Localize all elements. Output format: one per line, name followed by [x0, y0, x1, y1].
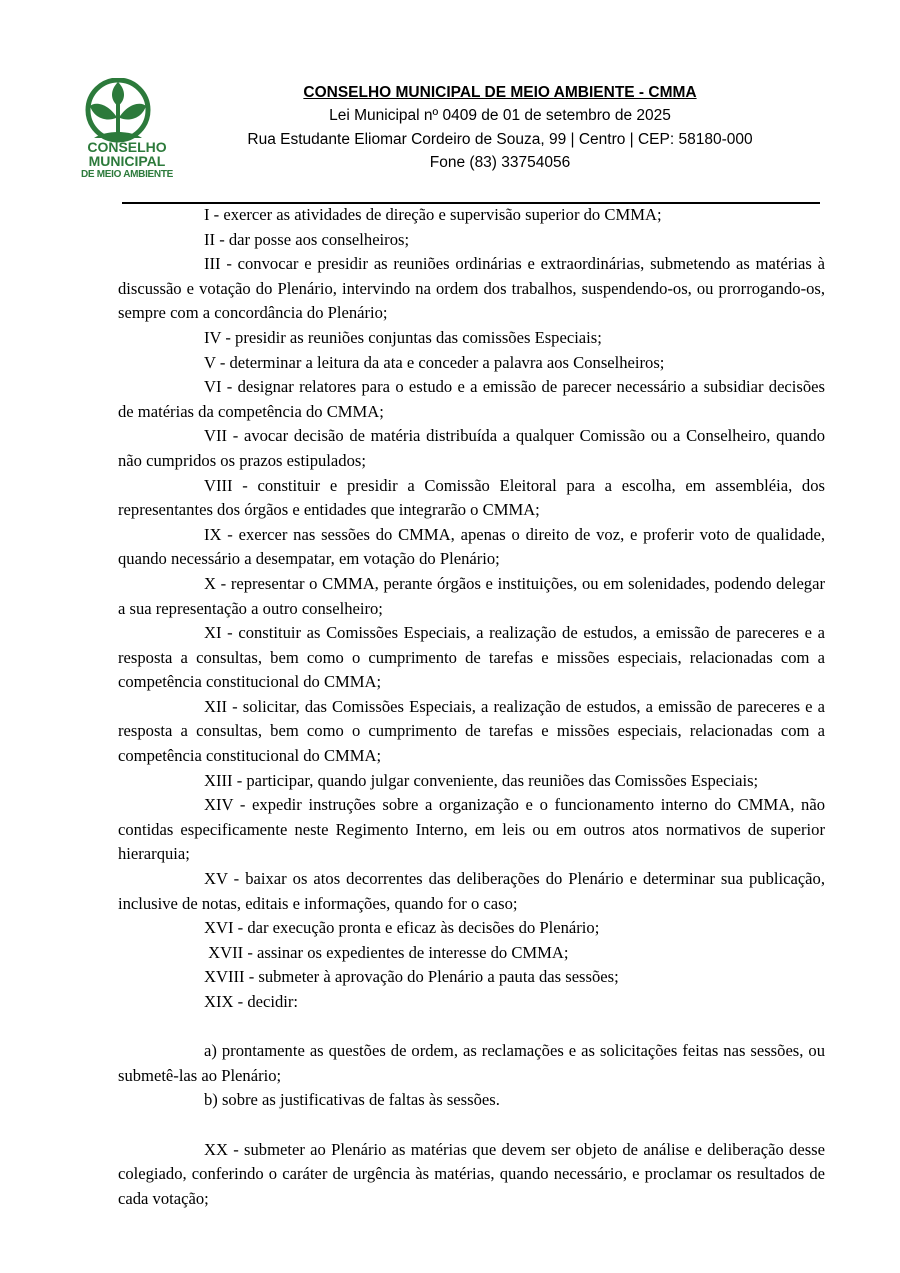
paragraph: XV - baixar os atos decorrentes das deliberações do Plenário e determinar sua publicação, inclusive de notas, editais e informações, quando for o caso;: [118, 869, 825, 913]
paragraph: V - determinar a leitura da ata e conceder a palavra aos Conselheiros;: [204, 352, 665, 372]
logo-line-1: CONSELHO: [87, 139, 167, 155]
paragraph: IX - exercer nas sessões do CMMA, apenas o direito de voz, e proferir voto de qualidade, quando necessário a desempatar, em votação do Plenário;: [118, 524, 825, 569]
paragraph: XIX - decidir:: [204, 992, 298, 1011]
paragraph: a) prontamente as questões de ordem, as reclamações e as solicitações feitas nas sessões, ou submetê-las ao Plenário;: [118, 1041, 825, 1085]
logo-line-2: MUNICIPAL: [88, 153, 166, 169]
header-phone: Fone (83) 33754056: [429, 154, 571, 171]
letterhead: [200, 82, 800, 175]
paragraph: XII - solicitar, das Comissões Especiais, a realização de estudos, a emissão de pareceres e a resposta a consultas, bem como o cumprimento de tarefas e missões especiais, relacionadas com a competência constitucional do CMMA;: [118, 696, 825, 766]
logo-line-3: DE MEIO AMBIENTE: [80, 169, 174, 180]
paragraph: b) sobre as justificativas de faltas às sessões.: [204, 1090, 500, 1110]
paragraph: XVIII - submeter à aprovação do Plenário a pauta das sessões;: [204, 967, 619, 987]
paragraph: VII - avocar decisão de matéria distribuída a qualquer Comissão ou a Conselheiro, quando não cumpridos os prazos estipulados;: [118, 426, 825, 470]
paragraph: XVII - assinar os expedientes de interesse do CMMA;: [204, 942, 569, 962]
paragraph: XI - constituir as Comissões Especiais, a realização de estudos, a emissão de pareceres e a resposta a consultas, bem como o cumprimento de tarefas e missões especiais, relacionadas com a competência constitucional do CMMA;: [118, 623, 825, 692]
paragraph: IV - presidir as reuniões conjuntas das comissões Especiais;: [204, 327, 602, 347]
header-law: Lei Municipal nº 0409 de 01 de setembro de 2025: [329, 107, 671, 124]
header-title: CONSELHO MUNICIPAL DE MEIO AMBIENTE - CMMA: [303, 84, 697, 101]
paragraph: XX - submeter ao Plenário as matérias que devem ser objeto de análise e deliberação desse colegiado, conferindo o caráter de urgência às matérias, quando necessário, e proclamar os resultados de cada votação;: [118, 1139, 825, 1208]
paragraph: VIII - constituir e presidir a Comissão Eleitoral para a escolha, em assembléia, dos representantes dos órgãos e entidades que integrarão o CMMA;: [118, 475, 825, 520]
paragraph: XIV - expedir instruções sobre a organização e o funcionamento interno do CMMA, não contidas especificamente neste Regimento Interno, em leis ou em outros atos normativos de superior hierarquia;: [118, 795, 825, 864]
paragraph: VI - designar relatores para o estudo e a emissão de parecer necessário a subsidiar decisões de matérias da competência do CMMA;: [118, 377, 825, 421]
paragraph: XVI - dar execução pronta e eficaz às decisões do Plenário;: [204, 918, 600, 938]
header-address: Rua Estudante Eliomar Cordeiro de Souza, 99 | Centro | CEP: 58180-000: [247, 130, 753, 148]
paragraph: X - representar o CMMA, perante órgãos e instituições, ou em solenidades, podendo delegar a sua representação a outro conselheiro;: [118, 573, 825, 618]
document-body: [118, 203, 825, 1211]
paragraph: II - dar posse aos conselheiros;: [204, 229, 410, 249]
paragraph: III - convocar e presidir as reuniões ordinárias e extraordinárias, submetendo as matérias à discussão e votação do Plenário, intervindo na ordem dos trabalhos, suspendendo-os, ou prorrogando-os, sempre com a concordância do Plenário;: [118, 254, 825, 323]
paragraph: I - exercer as atividades de direção e supervisão superior do CMMA;: [204, 205, 662, 224]
paragraph: XIII - participar, quando julgar conveniente, das reuniões das Comissões Especiais;: [204, 770, 759, 790]
